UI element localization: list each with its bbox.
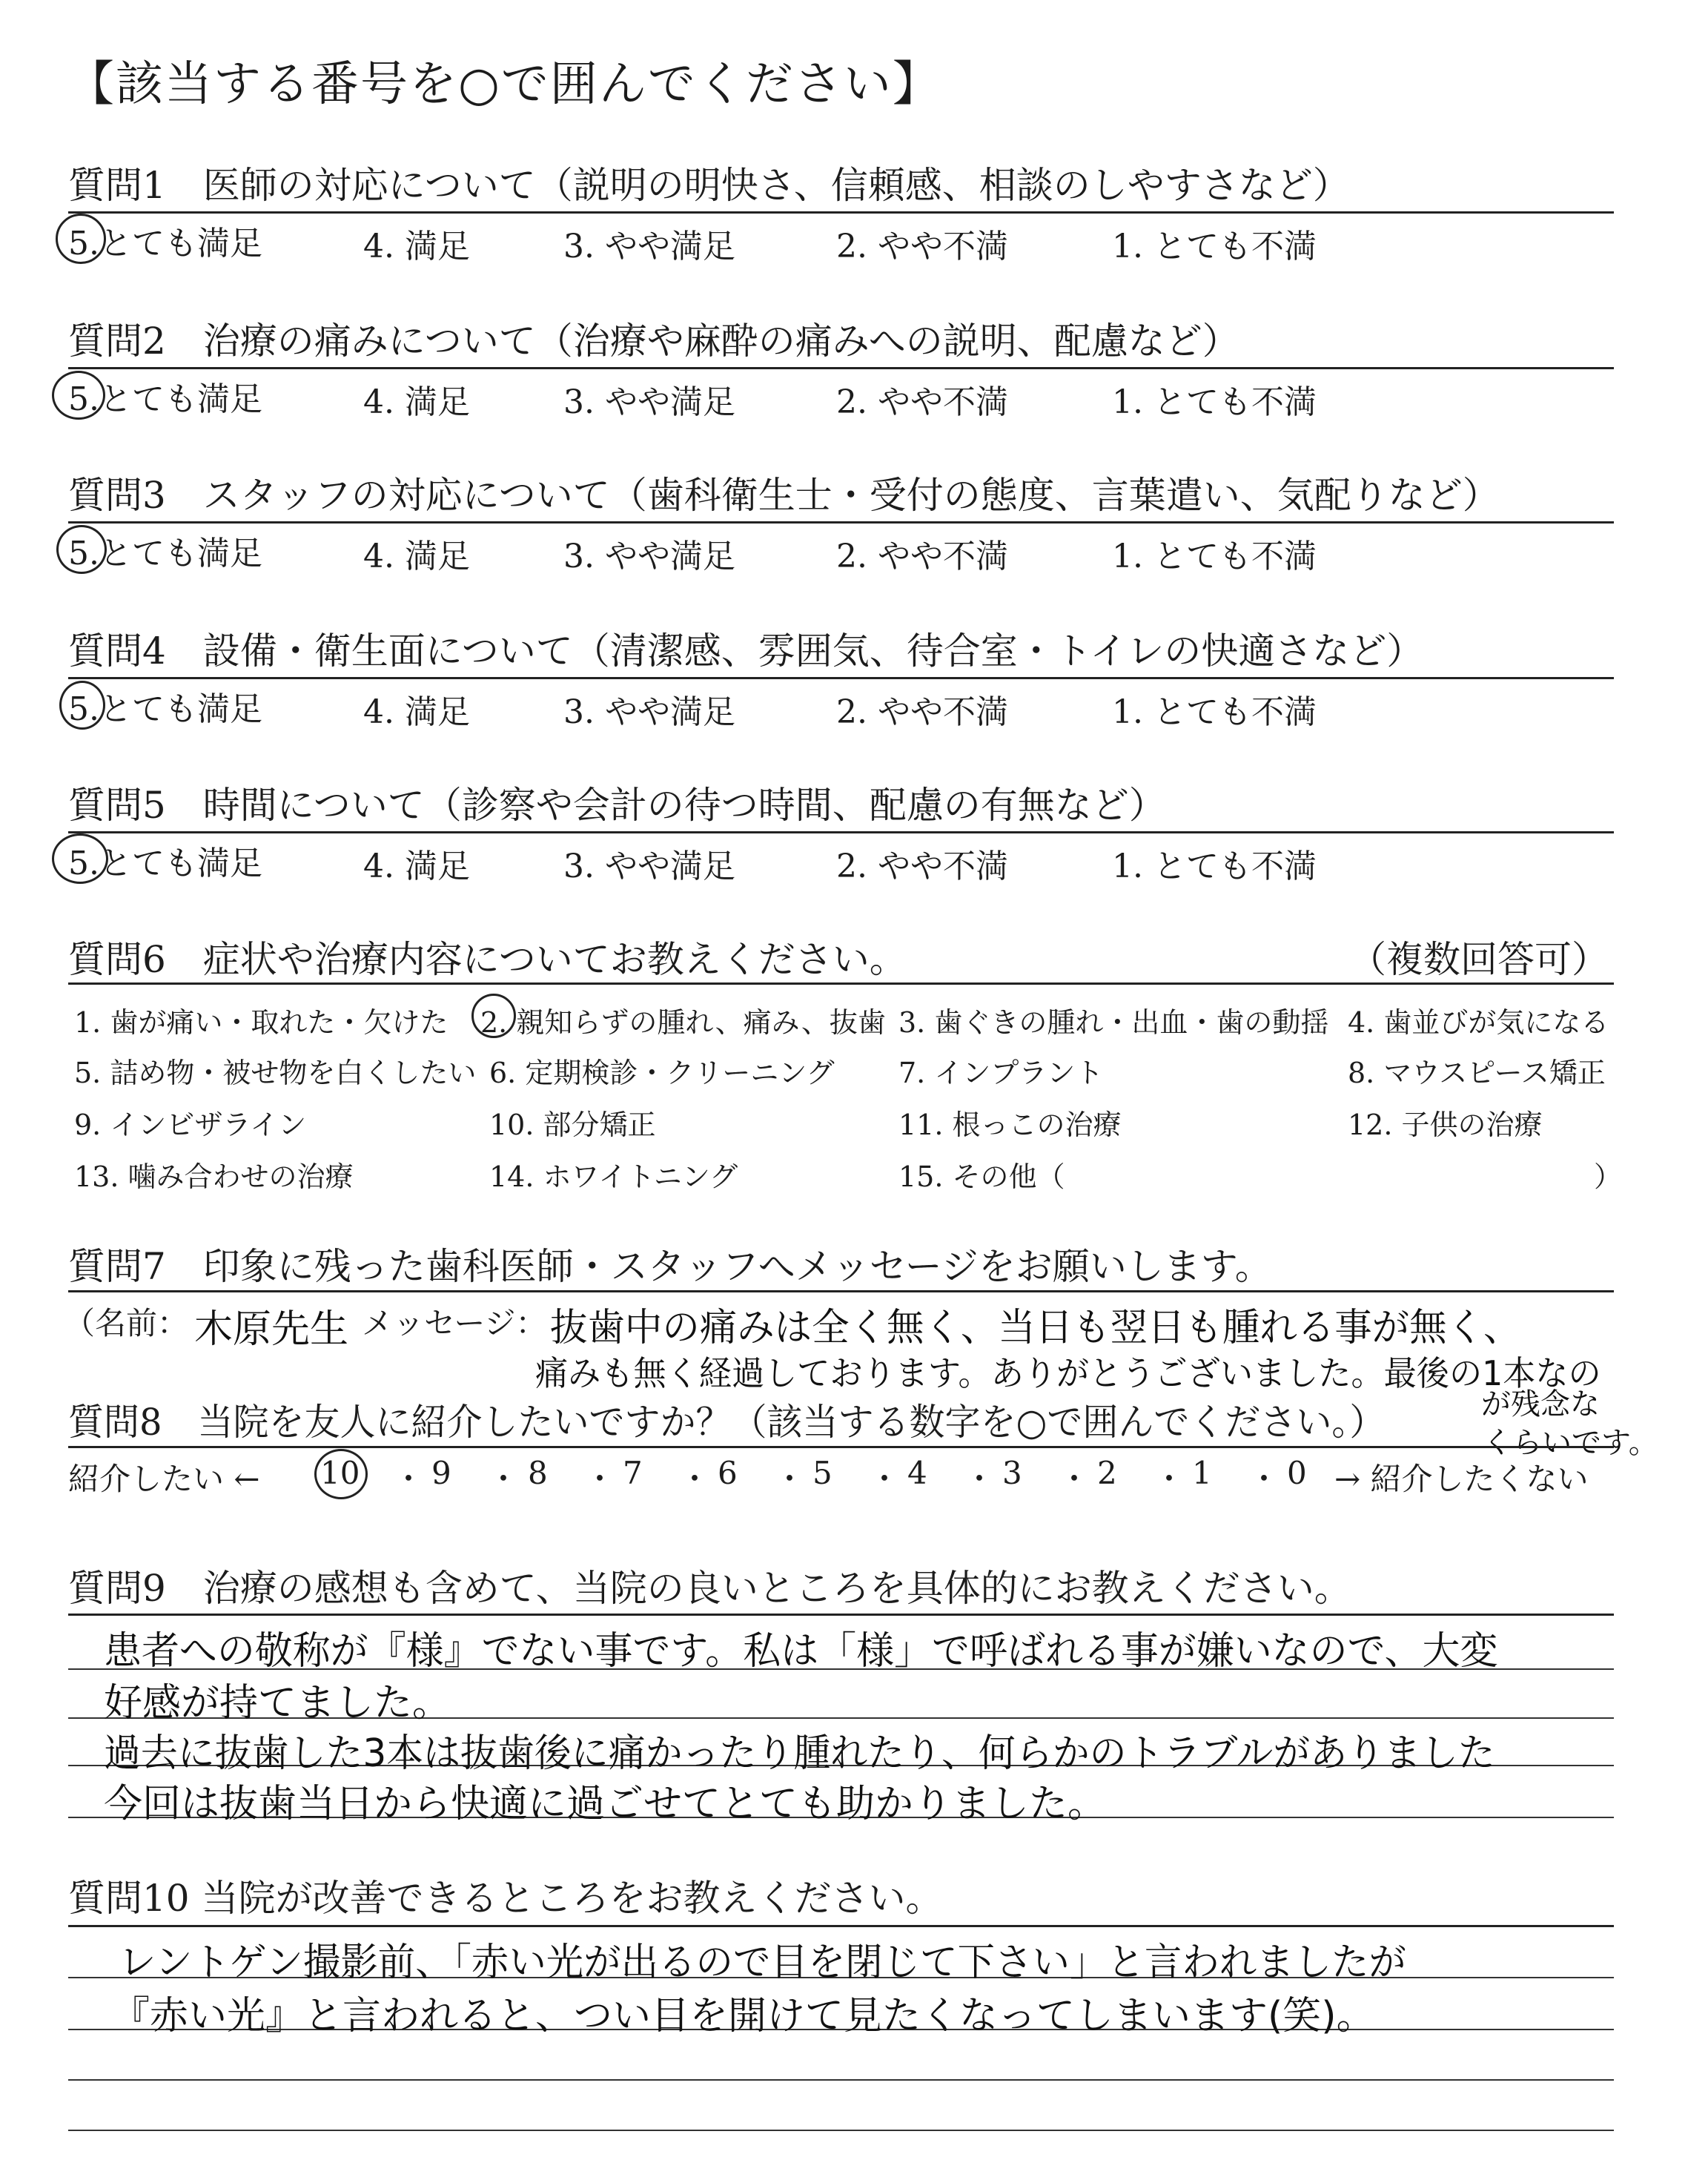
symptom-option[interactable]: 7. インプラント xyxy=(898,1057,1104,1089)
rating-option-2[interactable]: 2. やや不満 xyxy=(836,228,1008,265)
scale-separator: ・ xyxy=(1059,1461,1090,1497)
scale-separator: ・ xyxy=(488,1461,520,1497)
rating-option-5[interactable]: 5.とても満足 xyxy=(68,380,262,418)
name-label: （名前： xyxy=(64,1305,189,1341)
rating-option-2[interactable]: 2. やや不満 xyxy=(836,693,1008,731)
question-6-title: 質問6 症状や治療内容についてお教えください。 xyxy=(68,938,907,981)
question-8-rule xyxy=(68,1446,1614,1448)
scale-value-2[interactable]: 2 xyxy=(1097,1455,1117,1491)
scale-separator: ・ xyxy=(393,1461,425,1497)
scale-separator: ・ xyxy=(584,1461,616,1497)
question-4-title: 質問4 設備・衛生面について（清潔感、雰囲気、待合室・トイレの快適さなど） xyxy=(68,630,1424,673)
question-6-rule xyxy=(68,982,1614,985)
scale-value-7[interactable]: 7 xyxy=(623,1455,643,1491)
rating-option-2[interactable]: 2. やや不満 xyxy=(836,538,1008,575)
scale-value-10[interactable]: 10 xyxy=(320,1455,360,1491)
symptom-option[interactable]: 14. ホワイトニング xyxy=(489,1160,738,1193)
question-3-rule xyxy=(68,521,1614,524)
symptom-option[interactable]: 15. その他（ xyxy=(898,1160,1065,1193)
question-1-rule xyxy=(68,211,1614,214)
symptom-option[interactable]: 11. 根っこの治療 xyxy=(898,1109,1122,1141)
question-7-title: 質問7 印象に残った歯科医師・スタッフへメッセージをお願いします。 xyxy=(68,1245,1272,1288)
scale-separator: ・ xyxy=(869,1461,901,1497)
rating-option-3[interactable]: 3. やや満足 xyxy=(563,693,735,731)
answer-9-line-3[interactable]: 過去に抜歯した3本は抜歯後に痛かったり腫れたり、何らかのトラブルがありました xyxy=(104,1731,1495,1776)
rating-option-5[interactable]: 5.とても満足 xyxy=(68,690,262,728)
question-6-note: （複数回答可） xyxy=(1349,938,1609,981)
symptom-option[interactable]: 9. インビザライン xyxy=(74,1109,307,1141)
question-3-title: 質問3 スタッフの対応について（歯科衛生士・受付の態度、言葉遣い、気配りなど） xyxy=(68,474,1500,517)
rating-option-4[interactable]: 4. 満足 xyxy=(363,228,470,265)
scale-value-5[interactable]: 5 xyxy=(812,1455,833,1491)
scale-separator: ・ xyxy=(1248,1461,1280,1497)
scale-value-6[interactable]: 6 xyxy=(718,1455,738,1491)
message-line-2[interactable]: 痛みも無く経過しております。ありがとうございました。最後の1本なの xyxy=(535,1353,1601,1393)
symptom-option[interactable]: 2. 親知らずの腫れ、痛み、抜歯 xyxy=(480,1006,886,1039)
question-2-title: 質問2 治療の痛みについて（治療や麻酔の痛みへの説明、配慮など） xyxy=(68,320,1239,363)
scale-value-0[interactable]: 0 xyxy=(1287,1455,1307,1491)
scale-right-label: → 紹介したくない xyxy=(1334,1461,1589,1497)
question-7-rule xyxy=(68,1290,1614,1292)
question-9-rule-1 xyxy=(68,1614,1614,1616)
other-close-paren: ） xyxy=(1594,1160,1623,1193)
answer-9-line-4[interactable]: 今回は抜歯当日から快適に過ごせてとても助かりました。 xyxy=(104,1782,1107,1826)
question-1-title: 質問1 医師の対応について（説明の明快さ、信頼感、相談のしやすさなど） xyxy=(68,164,1350,207)
rating-option-4[interactable]: 4. 満足 xyxy=(363,848,470,885)
scale-separator: ・ xyxy=(774,1461,806,1497)
rating-option-1[interactable]: 1. とても不満 xyxy=(1112,228,1317,265)
rating-option-1[interactable]: 1. とても不満 xyxy=(1112,848,1317,885)
name-value[interactable]: 木原先生 xyxy=(194,1307,349,1352)
rating-option-1[interactable]: 1. とても不満 xyxy=(1112,538,1317,575)
message-line-1[interactable]: 抜歯中の痛みは全く無く、当日も翌日も腫れる事が無く、 xyxy=(550,1306,1521,1350)
rating-option-2[interactable]: 2. やや不満 xyxy=(836,383,1008,421)
rating-option-5[interactable]: 5.とても満足 xyxy=(68,845,262,882)
question-9-title: 質問9 治療の感想も含めて、当院の良いところを具体的にお教えください。 xyxy=(68,1567,1351,1610)
scale-left-label: 紹介したい ← xyxy=(68,1461,260,1497)
question-10-rule-5 xyxy=(68,2130,1614,2131)
message-label: メッセージ： xyxy=(362,1305,547,1341)
rating-option-2[interactable]: 2. やや不満 xyxy=(836,848,1008,885)
answer-9-line-2[interactable]: 好感が持てました。 xyxy=(104,1681,451,1725)
scale-separator: ・ xyxy=(1153,1461,1185,1497)
symptom-option[interactable]: 10. 部分矯正 xyxy=(489,1109,656,1141)
rating-option-5[interactable]: 5.とても満足 xyxy=(68,535,262,572)
scale-separator: ・ xyxy=(964,1461,996,1497)
question-10-rule-1 xyxy=(68,1925,1614,1927)
rating-option-3[interactable]: 3. やや満足 xyxy=(563,383,735,421)
message-line-4[interactable]: くらいです。 xyxy=(1483,1426,1658,1460)
rating-option-1[interactable]: 1. とても不満 xyxy=(1112,383,1317,421)
symptom-option[interactable]: 6. 定期検診・クリーニング xyxy=(489,1057,835,1089)
symptom-option[interactable]: 3. 歯ぐきの腫れ・出血・歯の動揺 xyxy=(898,1006,1329,1039)
answer-10-line-1[interactable]: レントゲン撮影前、「赤い光が出るので目を閉じて下さい」と言われましたが xyxy=(119,1941,1406,1985)
symptom-option[interactable]: 12. 子供の治療 xyxy=(1348,1109,1543,1141)
answer-10-line-2[interactable]: 『赤い光』と言われると、つい目を開けて見たくなってしまいます(笑)。 xyxy=(111,1994,1375,2038)
rating-option-5[interactable]: 5.とても満足 xyxy=(68,225,262,262)
question-10-title: 質問10 当院が改善できるところをお教えください。 xyxy=(68,1877,943,1920)
scale-value-3[interactable]: 3 xyxy=(1002,1455,1022,1491)
question-8-title: 質問8 当院を友人に紹介したいですか？（該当する数字を○で囲んでください。） xyxy=(68,1401,1386,1444)
rating-option-3[interactable]: 3. やや満足 xyxy=(563,848,735,885)
question-2-rule xyxy=(68,367,1614,369)
message-line-3[interactable]: が残念な xyxy=(1481,1387,1600,1421)
scale-value-9[interactable]: 9 xyxy=(431,1455,451,1491)
symptom-option[interactable]: 8. マウスピース矯正 xyxy=(1348,1057,1606,1089)
scale-value-8[interactable]: 8 xyxy=(528,1455,548,1491)
scale-value-4[interactable]: 4 xyxy=(907,1455,927,1491)
symptom-option[interactable]: 13. 噛み合わせの治療 xyxy=(74,1160,354,1193)
rating-option-1[interactable]: 1. とても不満 xyxy=(1112,693,1317,731)
question-10-rule-4 xyxy=(68,2079,1614,2081)
symptom-option[interactable]: 4. 歯並びが気になる xyxy=(1348,1006,1609,1039)
rating-option-3[interactable]: 3. やや満足 xyxy=(563,538,735,575)
rating-option-4[interactable]: 4. 満足 xyxy=(363,538,470,575)
question-5-title: 質問5 時間について（診察や会計の待つ時間、配慮の有無など） xyxy=(68,784,1166,827)
rating-option-4[interactable]: 4. 満足 xyxy=(363,693,470,731)
question-5-rule xyxy=(68,831,1614,833)
answer-9-line-1[interactable]: 患者への敬称が『様』でない事です。私は「様」で呼ばれる事が嫌いなので、大変 xyxy=(104,1629,1498,1674)
scale-separator: ・ xyxy=(679,1461,711,1497)
scale-value-1[interactable]: 1 xyxy=(1192,1455,1212,1491)
rating-option-4[interactable]: 4. 満足 xyxy=(363,383,470,421)
question-4-rule xyxy=(68,677,1614,679)
symptom-option[interactable]: 5. 詰め物・被せ物を白くしたい xyxy=(74,1057,477,1089)
rating-option-3[interactable]: 3. やや満足 xyxy=(563,228,735,265)
symptom-option[interactable]: 1. 歯が痛い・取れた・欠けた xyxy=(74,1006,448,1039)
form-heading: 【該当する番号を○で囲んでください】 xyxy=(67,57,941,112)
